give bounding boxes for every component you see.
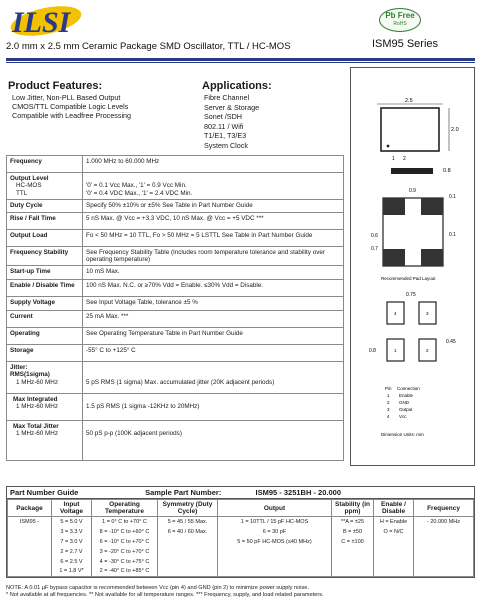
frequency-cell: - 20.000 MHz: [414, 517, 474, 527]
conn-pin: 3: [387, 407, 390, 412]
spec-row: [7, 266, 344, 280]
pad-shape: [383, 198, 405, 215]
part-guide-title: Part Number Guide: [10, 488, 79, 497]
spec-label: [7, 421, 83, 461]
spec-value: [83, 362, 344, 394]
ilsi-logo: [6, 3, 84, 39]
table-cell: 3 = 3.3 V: [52, 527, 92, 537]
spec-label: Start-up Time: [7, 266, 83, 280]
spec-sublabel: 1 MHz-60 MHz: [16, 378, 58, 386]
spec-label: Storage: [7, 345, 83, 362]
table-cell: **A = ±25: [332, 517, 374, 527]
spec-value-line: '0' = 0.4 VDC Max., '1' = 2.4 VDC Min.: [86, 189, 193, 197]
features-list: [12, 93, 131, 120]
part-number-guide: [6, 486, 475, 578]
column-header: Enable / Disable: [374, 500, 414, 517]
table-cell: 6 = 2.5 V: [52, 557, 92, 567]
spec-value: 10 mS Max.: [83, 266, 344, 280]
table-cell: 5 = 50 pF HC-MOS (≤40 MHz): [218, 537, 332, 547]
part-guide-header-row: [8, 500, 474, 517]
pad-shape: [421, 249, 443, 266]
land-dim-label: 0.45: [446, 339, 456, 345]
table-cell: [374, 537, 414, 547]
table-cell: B = ±50: [332, 527, 374, 537]
table-cell: 6 = 40 / 60 Max.: [158, 527, 218, 537]
table-row: [8, 567, 474, 577]
table-row: [8, 517, 474, 527]
spec-value: See Frequency Stability Table (Includes room temperature tolerance and stability over operating temperature): [83, 247, 344, 266]
package-top-view: [381, 108, 439, 151]
spec-label: [7, 173, 83, 200]
applications-list: [204, 93, 259, 150]
spec-row: [7, 156, 344, 173]
dimension-units: Dimension Units: mm: [381, 432, 424, 437]
column-header: Frequency: [414, 500, 474, 517]
land-pin-label: 1: [394, 348, 397, 353]
spec-label-text: Jitter:: [10, 363, 28, 371]
table-cell: 8 = -10° C to +60° C: [92, 527, 158, 537]
table-cell: 1 = 0° C to +70° C: [92, 517, 158, 527]
column-header: Output: [218, 500, 332, 517]
column-header: Input Voltage: [52, 500, 92, 517]
footnote-line: NOTE: A 0.01 µF bypass capacitor is recommended between Vcc (pin 4) and GND (pin 2) to minimize power supply noise.: [6, 585, 309, 591]
table-cell: C = ±100: [332, 537, 374, 547]
column-header: Symmetry (Duty Cycle): [158, 500, 218, 517]
feature-item: Low Jitter, Non-PLL Based Output: [12, 93, 121, 102]
column-header: Stability (in ppm): [332, 500, 374, 517]
pad-shape: [383, 249, 405, 266]
pb-free-badge: [379, 8, 421, 38]
spec-sublabel: 1 MHz-60 MHz: [16, 430, 58, 437]
spec-row: [7, 394, 344, 421]
spec-value: 1.000 MHz to 60.000 MHz: [83, 156, 344, 173]
footnote-line: * Not available at all frequencies. ** Not available for all temperature ranges. *** Frequency, supply, and load related parameters.: [6, 592, 324, 598]
spec-label-text: Max Total Jitter: [13, 422, 59, 430]
spec-value-line: 5 pS RMS (1 sigma) Max. accumulated jitter (20K adjacent periods): [86, 378, 275, 386]
conn-name: Enable: [399, 393, 414, 398]
series-name: ISM95 Series: [372, 38, 439, 50]
conn-header: Pin: [385, 386, 392, 391]
pad-dim-label: 0.1: [449, 194, 456, 200]
spec-label: Frequency Stability: [7, 247, 83, 266]
header-rule-thin: [6, 62, 475, 63]
spec-label: Enable / Disable Time: [7, 280, 83, 297]
table-row: [8, 537, 474, 547]
spec-value: 25 mA Max. ***: [83, 311, 344, 328]
table-cell: 2 = -40° C to +85° C: [92, 567, 158, 577]
spec-label: Duty Cycle: [7, 200, 83, 213]
part-guide-header: [7, 487, 474, 499]
spec-label: Operating: [7, 328, 83, 345]
conn-pin: 4: [387, 414, 390, 419]
table-cell: 5 = 5.0 V: [52, 517, 92, 527]
spec-label-text: Max Integrated: [13, 395, 58, 403]
mechanical-drawing: [351, 68, 474, 465]
spec-row: [7, 297, 344, 311]
land-dim-label: 0.75: [406, 292, 416, 298]
spec-row: [7, 328, 344, 345]
pad-dim-label: 0.6: [371, 233, 378, 239]
spec-label: Frequency: [7, 156, 83, 173]
spec-row: [7, 247, 344, 266]
spec-value-line: 50 pS p-p (100K adjacent periods): [86, 430, 182, 437]
page-subtitle: 2.0 mm x 2.5 mm Ceramic Package SMD Oscillator, TTL / HC-MOS: [6, 41, 291, 52]
feature-item: CMOS/TTL Compatible Logic Levels: [12, 102, 129, 111]
conn-header: Connection: [397, 386, 420, 391]
conn-name: Vcc: [399, 414, 407, 419]
spec-value: See Operating Temperature Table in Part Number Guide: [83, 328, 344, 345]
spec-row: [7, 421, 344, 461]
table-cell: O = N/C: [374, 527, 414, 537]
table-cell: 6 = 30 pF: [218, 527, 332, 537]
spec-row: [7, 280, 344, 297]
package-cell: ISM95 -: [8, 517, 52, 527]
spec-label: Rise / Fall Time: [7, 213, 83, 230]
land-pin-label: 2: [426, 348, 429, 353]
part-guide-table: [7, 499, 474, 577]
application-item: Sonet /SDH: [204, 112, 242, 121]
spec-label: Supply Voltage: [7, 297, 83, 311]
table-cell: 5 = 45 / 55 Max.: [158, 517, 218, 527]
table-cell: 2 = 2.7 V: [52, 547, 92, 557]
application-item: 802.11 / Wifi: [204, 121, 244, 131]
land-pin-label: 3: [426, 311, 429, 316]
spec-row: [7, 173, 344, 200]
specifications-table: [6, 155, 344, 461]
spec-row: [7, 345, 344, 362]
spec-value: [83, 394, 344, 421]
spec-value: [83, 173, 344, 200]
spec-sublabel: HC-MOS: [16, 182, 42, 189]
spec-row: [7, 200, 344, 213]
conn-name: GND: [399, 400, 409, 405]
pad-dim-label: 0.7: [371, 246, 378, 252]
conn-name: Output: [399, 407, 413, 412]
table-cell: 3 = -20° C to +70° C: [92, 547, 158, 557]
pad-layout-caption: Recommended Pad Layout: [381, 276, 436, 281]
table-row: [8, 547, 474, 557]
spec-row: [7, 213, 344, 230]
spec-row: [7, 362, 344, 394]
dim-side-label: 2.0: [451, 127, 459, 133]
application-item: Fibre Channel: [204, 93, 250, 102]
column-header: Package: [8, 500, 52, 517]
table-cell: 4 = -30° C to +75° C: [92, 557, 158, 567]
table-cell: H = Enable: [374, 517, 414, 527]
application-item: Server & Storage: [204, 102, 260, 112]
package-side-view: [391, 168, 433, 174]
column-header: Operating Temperature: [92, 500, 158, 517]
sample-label: Sample Part Number:: [145, 488, 222, 497]
spec-value: 5 nS Max. @ Vcc = +3.3 VDC, 10 nS Max. @ Vcc = +5 VDC ***: [83, 213, 344, 230]
table-cell: 1 = 1.8 V*: [52, 567, 92, 577]
pin1-dot: [387, 145, 390, 148]
spec-label: [7, 394, 83, 421]
table-row: [8, 527, 474, 537]
spec-sublabel: TTL: [16, 189, 28, 197]
spec-value-line: '0' = 0.1 Vcc Max., '1' = 0.9 Vcc Min.: [86, 182, 187, 189]
table-cell: [158, 537, 218, 547]
spec-label: Current: [7, 311, 83, 328]
spec-row: [7, 311, 344, 328]
spec-row: [7, 230, 344, 247]
spec-label: [7, 362, 83, 394]
table-cell: 7 = 3.0 V: [52, 537, 92, 547]
spec-label-text: Output Level: [10, 174, 49, 182]
feature-item: Compatible with Leadfree Processing: [12, 111, 132, 120]
table-cell: 1 = 10TTL / 15 pF HC-MOS: [218, 517, 332, 527]
spec-value: See Input Voltage Table, tolerance ±5 %: [83, 297, 344, 311]
spec-label-text: RMS(1sigma): [10, 371, 50, 378]
header-rule: [6, 58, 475, 61]
pad-dim-label: 0.1: [449, 232, 456, 238]
applications-title: Applications:: [202, 80, 272, 92]
table-row: [8, 557, 474, 567]
spec-value: Fo < 50 MHz = 10 TTL, Fo > 50 MHz = 5 LSTTL See Table in Part Number Guide: [83, 230, 344, 247]
sample-part-number: [145, 488, 341, 497]
spec-value: 100 nS Max. N.C. or ≥70% Vdd = Enable. ≤30% Vdd = Disable.: [83, 280, 344, 297]
spec-value: -55° C to +125° C: [83, 345, 344, 362]
pin-label: 2: [403, 156, 406, 162]
table-cell: 6 = -10° C to +70° C: [92, 537, 158, 547]
pin-label: 1: [392, 156, 395, 162]
footnotes: [6, 585, 476, 599]
application-item: T1/E1, T3/E3: [204, 131, 247, 140]
conn-pin: 1: [387, 393, 390, 398]
spec-label: Output Load: [7, 230, 83, 247]
land-dim-label: 0.8: [369, 348, 376, 354]
sample-value: ISM95 - 3251BH - 20.000: [255, 488, 341, 497]
conn-pin: 2: [387, 400, 390, 405]
pad-dim-label: 0.9: [409, 188, 416, 194]
pad-shape: [421, 198, 443, 215]
dim-height-label: 0.8: [443, 168, 451, 174]
features-title: Product Features:: [8, 80, 103, 92]
spec-value: Specify 50% ±10% or ±5% See Table in Part Number Guide: [83, 200, 344, 213]
dim-top-label: 2.5: [405, 98, 413, 104]
spec-value-line: 1.5 pS RMS (1 sigma -12KHz to 20MHz): [86, 403, 200, 410]
application-item: System Clock: [204, 140, 248, 150]
spec-sublabel: 1 MHz-60 MHz: [16, 403, 58, 410]
pb-free-title: Pb Free: [385, 11, 415, 20]
spec-value: [83, 421, 344, 461]
logo-text: ILSI: [12, 6, 71, 39]
mechanical-diagram-panel: [350, 67, 475, 466]
pb-free-rohs: RoHS: [393, 21, 407, 27]
land-pin-label: 4: [394, 311, 397, 316]
